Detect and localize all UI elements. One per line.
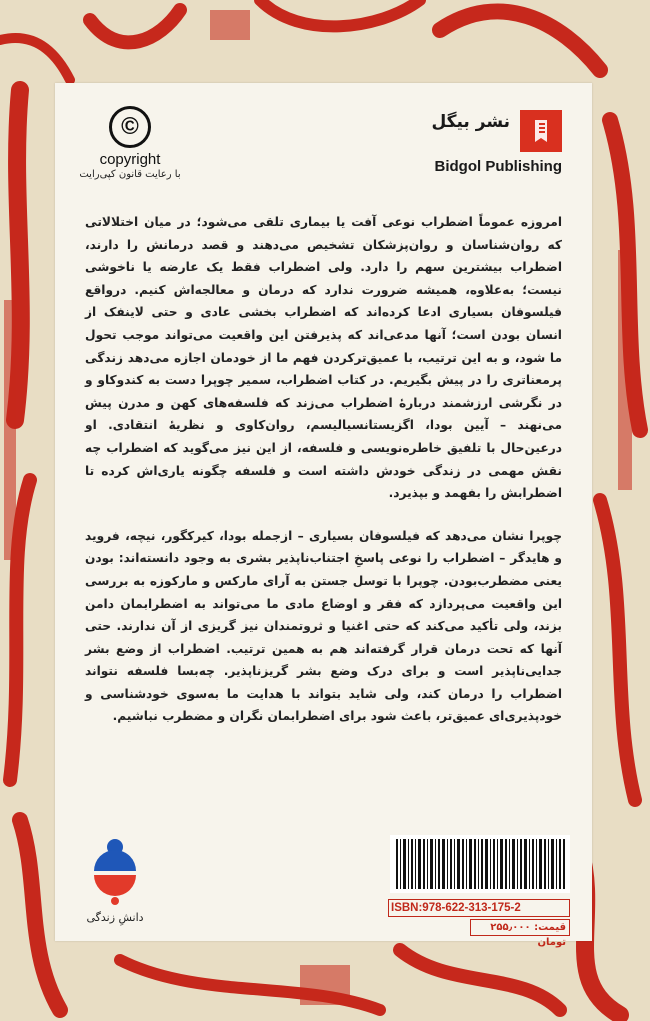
barcode (390, 835, 570, 893)
publisher-logo-icon (520, 110, 562, 152)
publisher-name-fa: نشر بیگل (431, 112, 510, 132)
blurb (85, 211, 562, 728)
copyright-mark (75, 106, 185, 180)
copyright-note: با رعایت قانون کپی‌رایت (79, 169, 181, 180)
publisher-brand (352, 110, 562, 180)
imprint-name: دانشِ زندگی (86, 911, 144, 924)
back-cover-panel (55, 83, 592, 948)
blurb-paragraph-1: امروزه عموماً اضطراب نوعی آفت یا بیماری تلقی می‌شود؛ در میان اختلالاتی که روان‌شناسان و روان‌پزشکان تشخیص می‌دهند و قصد درمانش را دارند، اضطراب بیشترین سهم را دارد. ولی اضطراب فقط یک عارضه یا ناخوشی نیست؛ به‌علاوه، همیشه ضرورت ندارد که درمان و معالجه‌اش کنیم. درواقع فیلسوفان بسیاری ادعا کرده‌اند که اضطراب بخشی عادی و حتی لاینفک از انسان بودن است؛ آنها مدعی‌اند که پذیرفتن این واقعیت می‌تواند موجب تحول ما شود، و به این ترتیب، با عمیق‌ترکردن فهم ما از خودمان اجازه می‌دهد زندگی پرمعناتری را در پیش بگیریم. در کتاب اضطراب، سمیر چوپرا دست به کندوکاو و در نگرشی ارزشمند دربارهٔ اضطراب می‌زند که فلسفه‌های کهن و مدرن پیش می‌نهند – آیین بودا، اگزیستانسیالیسم، روان‌کاوی و نظریهٔ انتقادی. او درعین‌حال با تلفیق خاطره‌نویسی و فلسفه، از این نیز می‌گوید که اضطراب چه نقش مهمی در زندگی خودش داشته است و فلسفه چگونه یاری‌اش کرده تا اضطرابش را بفهمد و بپذیرد. (85, 215, 562, 501)
blurb-paragraph-2: چوپرا نشان می‌دهد که فیلسوفان بسیاری – ازجمله بودا، کیرکگور، نیچه، فروید و هایدگر – اضطراب را نوعی پاسخِ اجتناب‌ناپذیر بشری به وجود دانسته‌اند: بودن یعنی مضطرب‌بودن. چوپرا با توسل جستن به آرای مارکس و مارکوزه به بررسی این واقعیت می‌پردازد که فقر و اوضاع مادی ما می‌تواند به اضطرابمان دامن بزند، ولی تأکید می‌کند که حتی اغنیا و ثروتمندان نیز گریزی از آن ندارند. حتی آنها که تحت درمان قرار گرفته‌اند هم به همین ترتیب. اضطراب از وضع بشر جدایی‌ناپذیر است و برای درک وضع بشر گریزناپذیر. چه‌بسا فلسفه نتواند اضطراب را درمان کند، ولی شاید بتواند با هدایت ما به‌سوی خودشناسی و خودپذیری‌ای عمیق‌تر، باعث شود برای اضطرابمان نگران و مضطرب نباشیم. (85, 528, 562, 724)
imprint-logo (75, 835, 155, 925)
price-label: قیمت: ۲۵۵٫۰۰۰ تومان (470, 919, 570, 936)
imprint-figure-icon (80, 835, 150, 905)
copyright-icon: © (109, 106, 151, 148)
publisher-name-en: Bidgol Publishing (434, 158, 562, 175)
isbn-label: ISBN:978-622-313-175-2 (388, 899, 570, 917)
copyright-word: copyright (99, 151, 161, 168)
